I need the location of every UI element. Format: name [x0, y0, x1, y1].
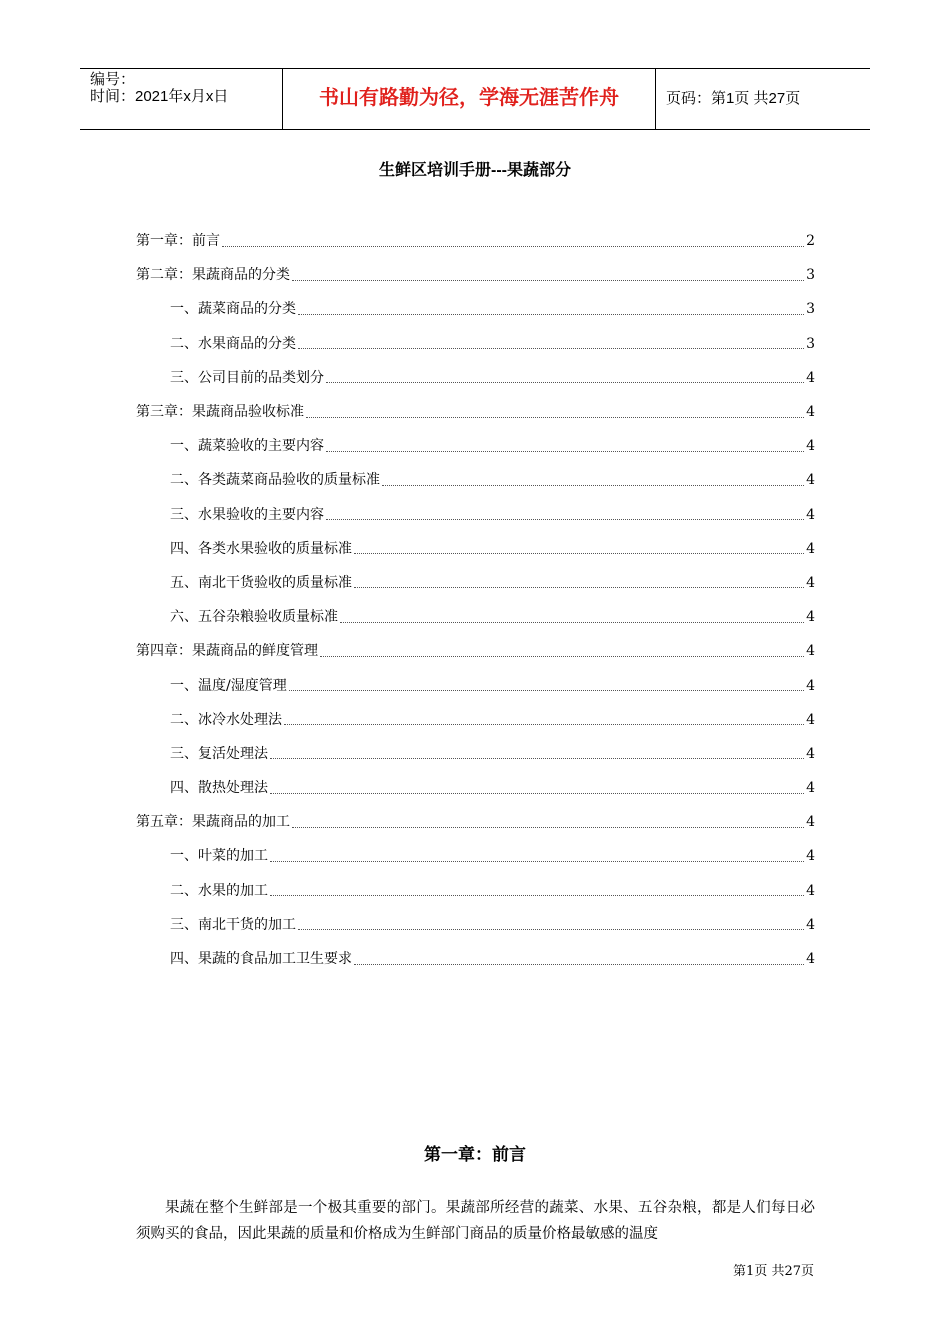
toc-entry-page: 4 [806, 711, 815, 728]
toc-leader-dots [326, 451, 804, 452]
toc-entry-page: 4 [806, 814, 815, 831]
toc-entry-label: 五、南北干货验收的质量标准 [170, 574, 352, 591]
toc-leader-dots [270, 793, 804, 794]
toc-entry-label: 第二章：果蔬商品的分类 [136, 267, 290, 284]
number-label: 编号： [90, 71, 136, 88]
header-motto-cell [283, 69, 656, 129]
toc-entry-page: 4 [806, 404, 815, 421]
toc-entry[interactable] [136, 361, 815, 395]
toc-entry-page: 4 [806, 643, 815, 660]
toc-leader-dots [298, 348, 804, 349]
toc-entry[interactable] [136, 703, 815, 737]
toc-entry[interactable] [136, 805, 815, 839]
toc-entry[interactable] [136, 874, 815, 908]
toc-entry-page: 4 [806, 609, 815, 626]
toc-leader-dots [292, 280, 804, 281]
toc-entry-page: 4 [806, 780, 815, 797]
toc-entry-page: 3 [806, 335, 815, 352]
toc-entry-page: 4 [806, 472, 815, 489]
toc-entry-label: 一、叶菜的加工 [170, 848, 268, 865]
toc-entry-label: 二、冰冷水处理法 [170, 711, 282, 728]
toc-leader-dots [326, 519, 804, 520]
toc-entry[interactable] [136, 566, 815, 600]
toc-entry[interactable] [136, 771, 815, 805]
toc-entry-page: 4 [806, 369, 815, 386]
toc-entry[interactable] [136, 908, 815, 942]
toc-entry[interactable] [136, 532, 815, 566]
toc-leader-dots [222, 246, 804, 247]
toc-entry[interactable] [136, 395, 815, 429]
toc-leader-dots [298, 929, 804, 930]
toc-entry[interactable] [136, 224, 815, 258]
toc-leader-dots [340, 622, 804, 623]
toc-entry-page: 4 [806, 574, 815, 591]
toc-leader-dots [354, 587, 804, 588]
toc-entry-page: 2 [806, 233, 815, 250]
toc-entry-label: 四、果蔬的食品加工卫生要求 [170, 951, 352, 968]
page-footer: 第1页 共27页 [733, 1264, 814, 1279]
time-label: 时间：2021年x月x日 [90, 88, 229, 105]
toc-entry-label: 第一章：前言 [136, 233, 220, 250]
toc-entry[interactable] [136, 498, 815, 532]
toc-entry[interactable] [136, 463, 815, 497]
toc-entry-page: 4 [806, 882, 815, 899]
toc-leader-dots [306, 417, 804, 418]
header-page-info: 页码：第1页 共27页 [666, 90, 801, 107]
toc-entry-page: 4 [806, 506, 815, 523]
table-of-contents [136, 224, 815, 976]
toc-leader-dots [289, 690, 804, 691]
page-header [80, 68, 870, 130]
toc-entry[interactable] [136, 839, 815, 873]
toc-entry[interactable] [136, 634, 815, 668]
toc-entry[interactable] [136, 668, 815, 702]
toc-leader-dots [326, 382, 804, 383]
toc-leader-dots [270, 895, 804, 896]
toc-entry-page: 4 [806, 438, 815, 455]
toc-entry-label: 二、各类蔬菜商品验收的质量标准 [170, 472, 380, 489]
toc-entry-label: 二、水果商品的分类 [170, 335, 296, 352]
toc-leader-dots [292, 827, 804, 828]
toc-entry-page: 4 [806, 540, 815, 557]
toc-leader-dots [270, 861, 804, 862]
toc-entry-label: 三、水果验收的主要内容 [170, 506, 324, 523]
toc-entry-page: 4 [806, 745, 815, 762]
toc-entry-label: 一、蔬菜验收的主要内容 [170, 438, 324, 455]
toc-entry-page: 4 [806, 848, 815, 865]
toc-leader-dots [284, 724, 804, 725]
toc-leader-dots [270, 758, 804, 759]
toc-leader-dots [354, 964, 804, 965]
document-title: 生鲜区培训手册---果蔬部分 [379, 162, 571, 179]
toc-entry[interactable] [136, 942, 815, 976]
toc-entry-page: 4 [806, 677, 815, 694]
toc-entry-label: 六、五谷杂粮验收质量标准 [170, 609, 338, 626]
toc-entry-label: 第四章：果蔬商品的鲜度管理 [136, 643, 318, 660]
toc-entry-label: 三、公司目前的品类划分 [170, 369, 324, 386]
toc-leader-dots [298, 314, 804, 315]
toc-entry-page: 3 [806, 267, 815, 284]
toc-entry-page: 4 [806, 951, 815, 968]
toc-entry[interactable] [136, 600, 815, 634]
toc-entry[interactable] [136, 258, 815, 292]
header-meta-cell [80, 69, 283, 129]
toc-entry-label: 第三章：果蔬商品验收标准 [136, 404, 304, 421]
toc-entry-label: 四、各类水果验收的质量标准 [170, 540, 352, 557]
header-page-cell [656, 69, 870, 129]
chapter-title: 第一章：前言 [424, 1145, 526, 1164]
body-paragraph: 果蔬在整个生鲜部是一个极其重要的部门。果蔬部所经营的蔬菜、水果、五谷杂粮，都是人们每日必须购买的食品，因此果蔬的质量和价格成为生鲜部门商品的质量价格最敏感的温度 [136, 1200, 815, 1242]
toc-entry-label: 一、温度/湿度管理 [170, 677, 287, 694]
toc-leader-dots [354, 553, 804, 554]
toc-entry-label: 三、复活处理法 [170, 745, 268, 762]
toc-entry[interactable] [136, 292, 815, 326]
toc-entry-page: 4 [806, 916, 815, 933]
toc-entry[interactable] [136, 737, 815, 771]
toc-entry-label: 三、南北干货的加工 [170, 916, 296, 933]
toc-entry[interactable] [136, 327, 815, 361]
toc-leader-dots [382, 485, 804, 486]
toc-entry-label: 四、散热处理法 [170, 780, 268, 797]
toc-entry-label: 一、蔬菜商品的分类 [170, 301, 296, 318]
toc-leader-dots [320, 656, 804, 657]
header-motto: 书山有路勤为径，学海无涯苦作舟 [319, 87, 619, 109]
toc-entry-page: 3 [806, 301, 815, 318]
toc-entry-label: 第五章：果蔬商品的加工 [136, 814, 290, 831]
toc-entry[interactable] [136, 429, 815, 463]
toc-entry-label: 二、水果的加工 [170, 882, 268, 899]
